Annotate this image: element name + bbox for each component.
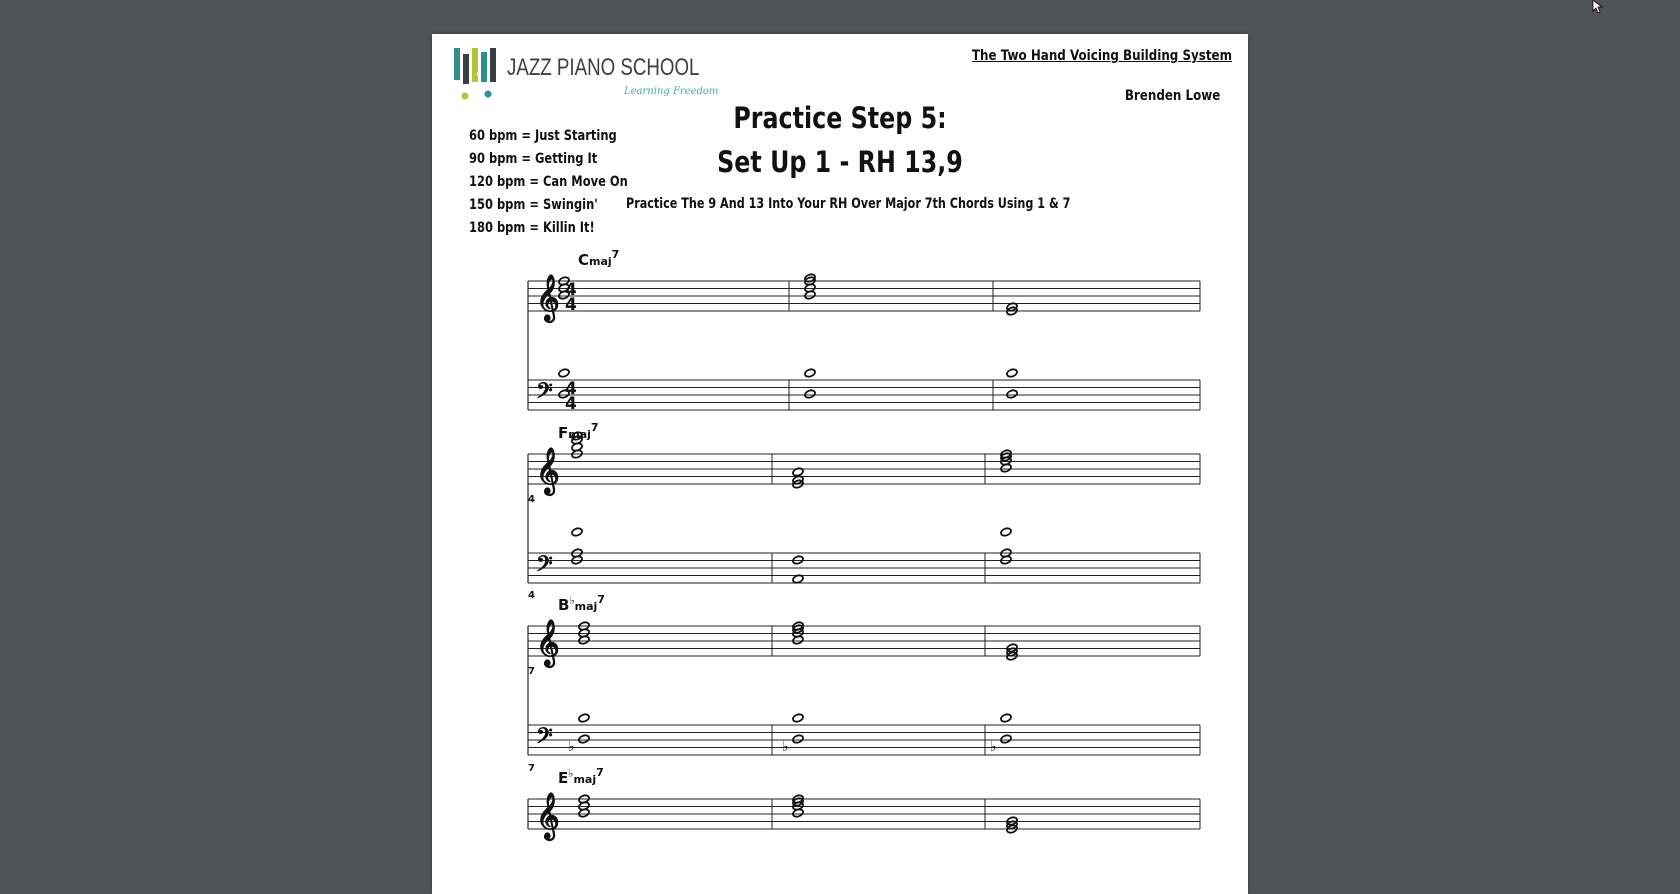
logo-wordmark: JAZZ PIANO SCHOOL (507, 54, 700, 81)
time-signature-top: 4 (565, 379, 577, 399)
chord-symbol-part: maj (573, 773, 597, 786)
chord-symbol-part: ♭ (569, 594, 575, 607)
logo-tagline: Learning Freedom (624, 86, 719, 97)
tempo-item: 90 bpm = Getting It (469, 151, 598, 167)
flat-accidental: ♭ (568, 739, 575, 755)
time-signature-bottom: 4 (565, 394, 577, 414)
chord-symbol-part: 7 (596, 766, 604, 779)
flat-accidental: ♭ (782, 739, 789, 755)
bass-note (558, 368, 570, 378)
tempo-item: 150 bpm = Swingin' (469, 197, 598, 213)
measure-number: 7 (528, 763, 535, 774)
chord-symbol (558, 593, 605, 614)
bass-note (1000, 713, 1012, 723)
bass-clef-icon: 𝄢 (536, 379, 553, 409)
bass-note (804, 368, 816, 378)
chord-symbol-part: maj (568, 428, 591, 441)
flat-accidental: ♭ (990, 739, 997, 755)
page-subtitle: Practice The 9 And 13 Into Your RH Over Major 7th Chords Using 1 & 7 (626, 196, 1071, 212)
treble-clef-icon: 𝄞 (536, 448, 560, 494)
bass-note (792, 734, 804, 744)
title-line-2: Set Up 1 - RH 13,9 (717, 145, 963, 179)
bass-note (792, 713, 804, 723)
sheet-music-page (432, 34, 1248, 894)
time-signature-bottom: 4 (565, 295, 577, 315)
bass-note (1006, 368, 1018, 378)
bass-clef-icon: 𝄢 (536, 724, 553, 754)
bass-clef-icon: 𝄢 (536, 552, 553, 582)
chord-symbol-part: 7 (611, 248, 620, 261)
bass-note (1006, 389, 1018, 399)
chord-symbol-part: B (558, 596, 570, 614)
bass-note (571, 527, 583, 537)
chord-symbol-part: 7 (597, 593, 605, 606)
time-signature-top: 4 (565, 280, 577, 300)
music-score (432, 34, 1248, 894)
treble-clef-icon: 𝄞 (536, 620, 560, 666)
treble-clef-icon: 𝄞 (536, 275, 560, 321)
author-name: Brenden Lowe (1124, 88, 1220, 104)
tempo-item: 60 bpm = Just Starting (469, 128, 617, 144)
chord-symbol (578, 248, 619, 269)
title-line-1: Practice Step 5: (733, 101, 947, 135)
chord-symbol-part: ♭ (568, 767, 574, 780)
measure-number: 4 (528, 494, 535, 505)
bass-note (1000, 527, 1012, 537)
tempo-item: 120 bpm = Can Move On (469, 174, 628, 190)
bass-note (1000, 734, 1012, 744)
chord-symbol-part: maj (574, 600, 598, 613)
mouse-pointer-icon (1592, 0, 1606, 14)
measure-number: 4 (528, 590, 535, 601)
measure-number: 7 (528, 666, 535, 677)
chord-symbol-part: 7 (590, 421, 599, 434)
bass-note (578, 713, 590, 723)
bass-note (804, 389, 816, 399)
chord-symbol-part: E (558, 769, 569, 787)
chord-symbol-part: C (578, 251, 590, 269)
tempo-item: 180 bpm = Killin It! (469, 220, 595, 236)
series-title: The Two Hand Voicing Building System (971, 48, 1232, 64)
bass-note (578, 734, 590, 744)
treble-clef-icon: 𝄞 (536, 793, 560, 839)
chord-symbol-part: F (558, 424, 569, 442)
chord-symbol-part: maj (589, 255, 612, 268)
chord-symbol (558, 766, 604, 787)
